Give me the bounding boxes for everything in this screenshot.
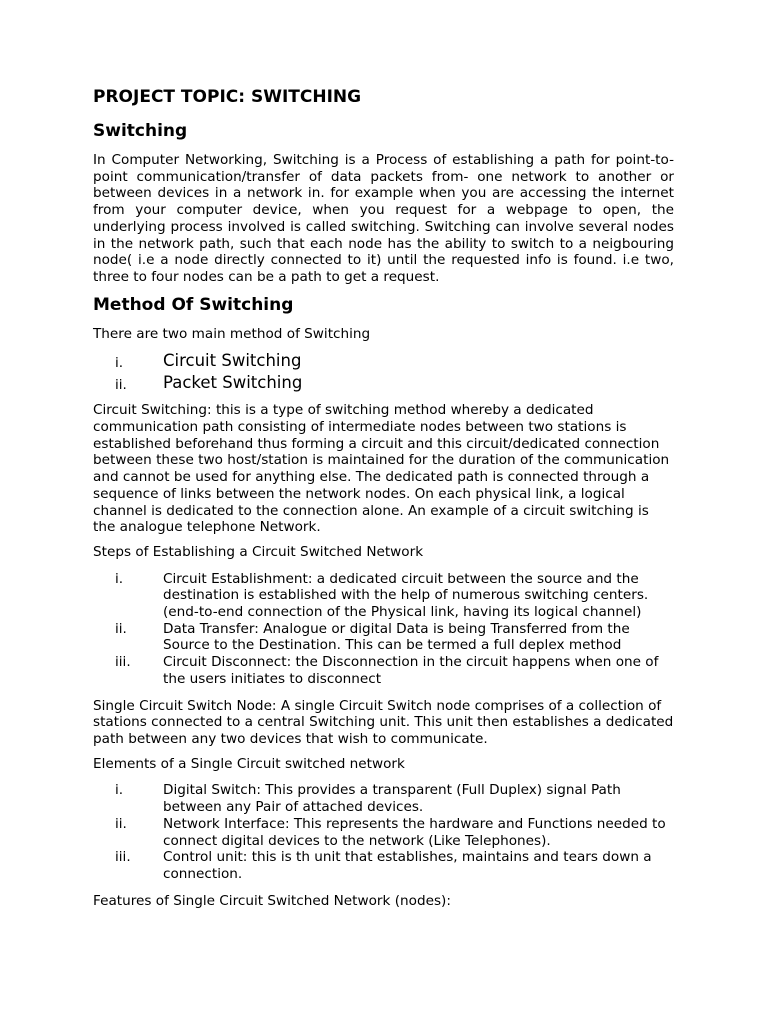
list-item	[93, 350, 674, 372]
steps-list	[93, 571, 674, 688]
list-item	[93, 654, 674, 687]
list-number: i.	[115, 782, 124, 799]
list-number: i.	[115, 570, 124, 587]
list-item	[93, 782, 674, 815]
list-item	[93, 849, 674, 882]
methods-list	[93, 350, 674, 394]
paragraph-features-heading: Features of Single Circuit Switched Network (nodes):	[93, 892, 451, 909]
elements-list	[93, 782, 674, 882]
paragraph-elements-heading: Elements of a Single Circuit switched network	[93, 755, 405, 772]
paragraph-single-circuit-node: Single Circuit Switch Node: A single Circuit Switch node comprises of a collection of stations connected to a central Switching unit. This unit then establishes a dedicated path between any two devices that wish to communicate.	[93, 697, 674, 747]
list-text: Packet Switching	[163, 373, 303, 393]
list-item	[93, 571, 674, 621]
heading-method: Method Of Switching	[93, 294, 294, 315]
list-text: Network Interface: This represents the hardware and Functions needed to connect digital devices to the network (Like Telephones).	[163, 815, 666, 849]
list-item	[93, 372, 674, 394]
paragraph-steps-heading: Steps of Establishing a Circuit Switched Network	[93, 543, 424, 560]
list-number: iii.	[115, 849, 131, 866]
list-number: iii.	[115, 654, 131, 671]
list-text: Digital Switch: This provides a transparent (Full Duplex) signal Path between any Pair of attached devices.	[163, 782, 621, 816]
list-number: ii.	[115, 815, 127, 832]
paragraph-method: There are two main method of Switching	[93, 325, 371, 342]
document-body	[93, 86, 674, 909]
list-item	[93, 621, 674, 654]
page-title: PROJECT TOPIC: SWITCHING	[93, 87, 362, 107]
list-number: i.	[115, 355, 124, 372]
list-text: Circuit Disconnect: the Disconnection in the circuit happens when one of the users initiates to disconnect	[163, 654, 659, 687]
list-text: Circuit Switching	[163, 351, 302, 371]
list-text: Control unit: this is th unit that establishes, maintains and tears down a connection.	[163, 849, 652, 882]
list-text: Circuit Establishment: a dedicated circuit between the source and the destination is established with the help of numerous switching centers. (end-to-end connection of the Physical link, having its logical channel)	[163, 570, 649, 621]
list-text: Data Transfer: Analogue or digital Data is being Transferred from the Source to the Destination. This can be termed a full deplex method	[163, 620, 630, 654]
list-number: ii.	[115, 377, 127, 394]
heading-switching: Switching	[93, 121, 188, 141]
list-number: ii.	[115, 620, 127, 637]
paragraph-circuit-switching: Circuit Switching: this is a type of switching method whereby a dedicated communication path consisting of intermediate nodes between two stations is established beforehand thus forming a circuit and this circuit/dedicated connection between these two host/station is maintained for the duration of the communication and cannot be used for anything else. The dedicated path is connected through a sequence of links between the network nodes. On each physical link, a logical channel is dedicated to the connection alone. An example of a circuit switching is the analogue telephone Network.	[93, 402, 670, 536]
list-item	[93, 816, 674, 849]
paragraph-switching: In Computer Networking, Switching is a Process of establishing a path for point-to-point communication/transfer of data packets from- one network to another or between devices in a network in. for example when you are accessing the internet from your computer device, when you request for a webpage to open, the underlying process involved is called switching. Switching can involve several nodes in the network path, such that each node has the ability to switch to a neigbouring node( i.e a node directly connected to it) until the requested info is found. i.e two, three to four nodes can be a path to get a request.	[93, 152, 674, 285]
